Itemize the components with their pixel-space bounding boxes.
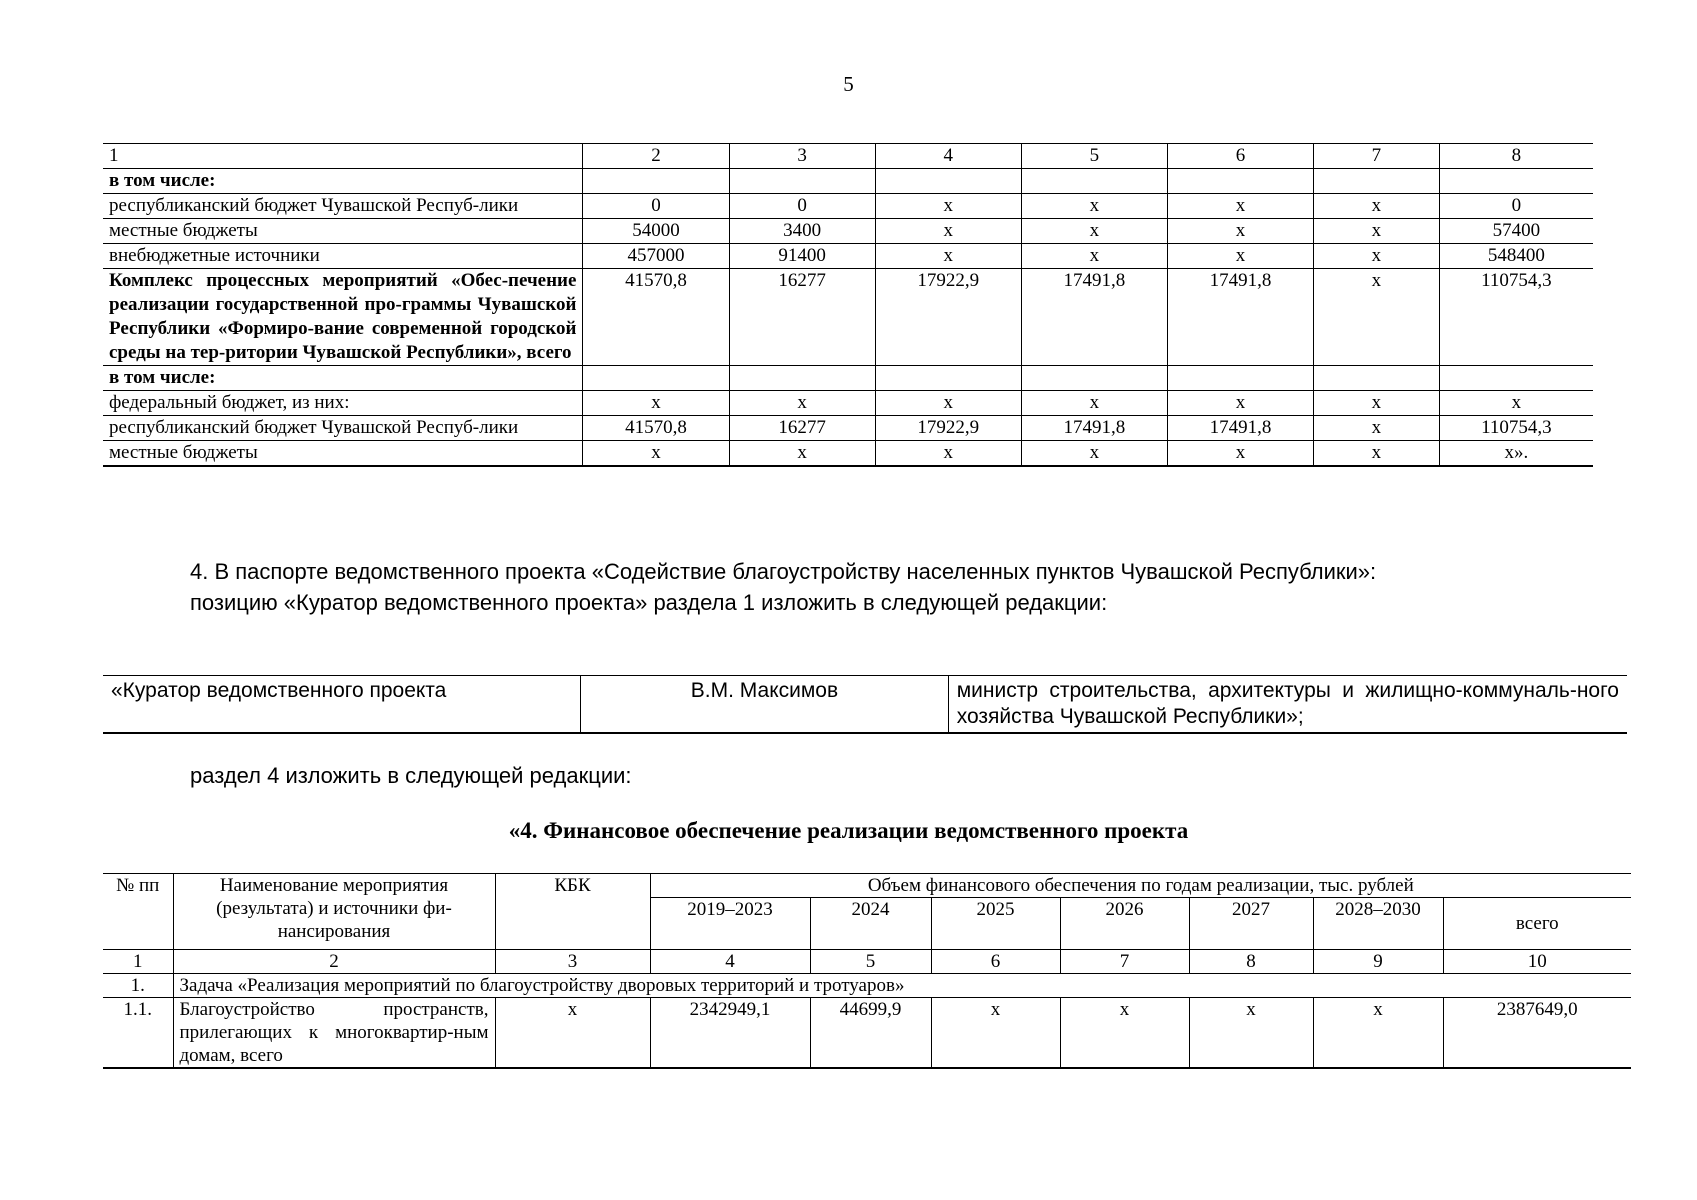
table-cell — [1167, 169, 1313, 194]
table-cell: х — [875, 244, 1021, 269]
header-name: Наименование мероприятия (результата) и источники фи-нансирования — [173, 874, 495, 950]
column-number: 1 — [103, 144, 583, 169]
measure-cell: х — [931, 998, 1060, 1069]
table-cell: 41570,8 — [583, 269, 729, 366]
paragraph-passport — [190, 556, 1376, 618]
table-cell: х — [875, 441, 1021, 467]
table-cell: 54000 — [583, 219, 729, 244]
table-cell — [1021, 366, 1167, 391]
column-number: 8 — [1189, 950, 1313, 974]
row-label: внебюджетные источники — [103, 244, 583, 269]
table-cell — [729, 366, 875, 391]
table-row — [103, 169, 1593, 194]
column-number: 6 — [1167, 144, 1313, 169]
curator-position: министр строительства, архитектуры и жилищно-коммуналь-ного хозяйства Чувашской Республики»; — [948, 676, 1627, 734]
header-year: 2026 — [1060, 898, 1189, 950]
table-cell: х — [1439, 391, 1593, 416]
column-number: 2 — [173, 950, 495, 974]
table-cell: 110754,3 — [1439, 416, 1593, 441]
row-label: в том числе: — [103, 366, 583, 391]
curator-row — [103, 676, 1627, 734]
table-cell: 41570,8 — [583, 416, 729, 441]
table-cell: х — [583, 391, 729, 416]
header-year: 2025 — [931, 898, 1060, 950]
header-volume: Объем финансового обеспечения по годам реализации, тыс. рублей — [650, 874, 1631, 898]
page-number: 5 — [843, 72, 854, 96]
header-kbk: КБК — [495, 874, 650, 950]
table-cell: 0 — [729, 194, 875, 219]
measure-cell: х — [1189, 998, 1313, 1069]
table-cell: 17491,8 — [1021, 416, 1167, 441]
column-numbers-row — [103, 144, 1593, 169]
table-cell: х — [875, 194, 1021, 219]
row-label: местные бюджеты — [103, 219, 583, 244]
column-number: 3 — [495, 950, 650, 974]
curator-role: «Куратор ведомственного проекта — [103, 676, 581, 734]
table-cell: х — [1021, 441, 1167, 467]
header-year: 2027 — [1189, 898, 1313, 950]
task-text: Задача «Реализация мероприятий по благоустройству дворовых территорий и тротуаров» — [173, 974, 1631, 998]
table-cell — [1314, 169, 1440, 194]
table-cell: х — [1167, 244, 1313, 269]
table-cell: 3400 — [729, 219, 875, 244]
column-number: 3 — [729, 144, 875, 169]
table-cell: 457000 — [583, 244, 729, 269]
table-cell: 16277 — [729, 416, 875, 441]
table-row — [103, 416, 1593, 441]
column-number: 6 — [931, 950, 1060, 974]
table-cell: 548400 — [1439, 244, 1593, 269]
table-cell — [583, 169, 729, 194]
table-cell — [1021, 169, 1167, 194]
table-cell: х — [875, 391, 1021, 416]
header-year: 2028–2030 — [1313, 898, 1443, 950]
column-number: 1 — [103, 950, 173, 974]
table-row — [103, 441, 1593, 467]
table-cell: х — [1167, 194, 1313, 219]
table-cell: х — [1314, 219, 1440, 244]
table-cell: х — [1314, 194, 1440, 219]
table-cell: х — [1167, 219, 1313, 244]
table-cell: х — [1167, 391, 1313, 416]
measure-num: 1.1. — [103, 998, 173, 1069]
table-cell — [875, 169, 1021, 194]
measure-cell: 44699,9 — [810, 998, 931, 1069]
table-cell — [729, 169, 875, 194]
table-cell: х — [1021, 244, 1167, 269]
table-cell: х — [1314, 441, 1440, 467]
header-row-1 — [103, 874, 1631, 898]
table-cell — [1167, 366, 1313, 391]
table-row — [103, 219, 1593, 244]
column-number: 10 — [1443, 950, 1631, 974]
table-cell: х — [1021, 194, 1167, 219]
paragraph-line-1: 4. В паспорте ведомственного проекта «Содействие благоустройству населенных пунктов Чувашской Республики»: — [190, 559, 1377, 584]
column-number: 5 — [1021, 144, 1167, 169]
table-cell: х — [1167, 441, 1313, 467]
row-label: республиканский бюджет Чувашской Респуб-лики — [103, 194, 583, 219]
section-title: «4. Финансовое обеспечение реализации ведомственного проекта — [508, 818, 1189, 843]
column-number: 5 — [810, 950, 931, 974]
table-cell: 17491,8 — [1167, 269, 1313, 366]
table-row — [103, 366, 1593, 391]
table-cell: х — [875, 219, 1021, 244]
table-cell — [1314, 366, 1440, 391]
task-row — [103, 974, 1631, 998]
measure-name: Благоустройство пространств, прилегающих к многоквартир-ным домам, всего — [173, 998, 495, 1069]
table-cell — [1439, 366, 1593, 391]
table-cell: х». — [1439, 441, 1593, 467]
table-cell — [1439, 169, 1593, 194]
measure-cell: х — [1060, 998, 1189, 1069]
table-cell: 0 — [583, 194, 729, 219]
table-cell: 110754,3 — [1439, 269, 1593, 366]
table-cell: 16277 — [729, 269, 875, 366]
header-num: № пп — [103, 874, 173, 950]
header-year: 2019–2023 — [650, 898, 810, 950]
row-label: местные бюджеты — [103, 441, 583, 467]
header-total: всего — [1443, 898, 1631, 950]
table-cell: х — [729, 391, 875, 416]
row-label: Комплекс процессных мероприятий «Обес-печение реализации государственной про-граммы Чувашской Республики «Формиро-вание современной городской среды на тер-ритории Чувашской Республики», всего — [103, 269, 583, 366]
table-cell: х — [729, 441, 875, 467]
measure-cell: 2342949,1 — [650, 998, 810, 1069]
header-year: 2024 — [810, 898, 931, 950]
task-num: 1. — [103, 974, 173, 998]
table-cell: х — [1021, 219, 1167, 244]
table-cell: 57400 — [1439, 219, 1593, 244]
column-number: 4 — [650, 950, 810, 974]
curator-name: В.М. Максимов — [581, 676, 948, 734]
column-number: 7 — [1314, 144, 1440, 169]
column-number: 4 — [875, 144, 1021, 169]
financing-table — [103, 873, 1631, 1069]
table-row — [103, 391, 1593, 416]
budget-continuation-table — [103, 143, 1593, 467]
table-row — [103, 194, 1593, 219]
curator-table — [103, 675, 1627, 734]
column-numbers-row — [103, 950, 1631, 974]
table-cell: х — [1314, 391, 1440, 416]
table-cell: 0 — [1439, 194, 1593, 219]
measure-cell: х — [495, 998, 650, 1069]
column-number: 2 — [583, 144, 729, 169]
measure-row — [103, 998, 1631, 1069]
table-cell: 17922,9 — [875, 269, 1021, 366]
table-cell: 17491,8 — [1021, 269, 1167, 366]
table-cell — [875, 366, 1021, 391]
table-cell: х — [1314, 269, 1440, 366]
paragraph-line-2: позицию «Куратор ведомственного проекта» раздела 1 изложить в следующей редакции: — [190, 590, 1108, 615]
table-row — [103, 244, 1593, 269]
table-cell: х — [583, 441, 729, 467]
table-cell: х — [1314, 416, 1440, 441]
row-label: в том числе: — [103, 169, 583, 194]
table-row — [103, 269, 1593, 366]
table-cell: 17922,9 — [875, 416, 1021, 441]
column-number: 8 — [1439, 144, 1593, 169]
measure-cell: х — [1313, 998, 1443, 1069]
column-number: 9 — [1313, 950, 1443, 974]
table-cell: 17491,8 — [1167, 416, 1313, 441]
table-cell: х — [1314, 244, 1440, 269]
table-cell — [583, 366, 729, 391]
row-label: федеральный бюджет, из них: — [103, 391, 583, 416]
column-number: 7 — [1060, 950, 1189, 974]
row-label: республиканский бюджет Чувашской Респуб-лики — [103, 416, 583, 441]
table-cell: 91400 — [729, 244, 875, 269]
table-cell: х — [1021, 391, 1167, 416]
measure-cell: 2387649,0 — [1443, 998, 1631, 1069]
paragraph-section-4: раздел 4 изложить в следующей редакции: — [190, 763, 632, 788]
